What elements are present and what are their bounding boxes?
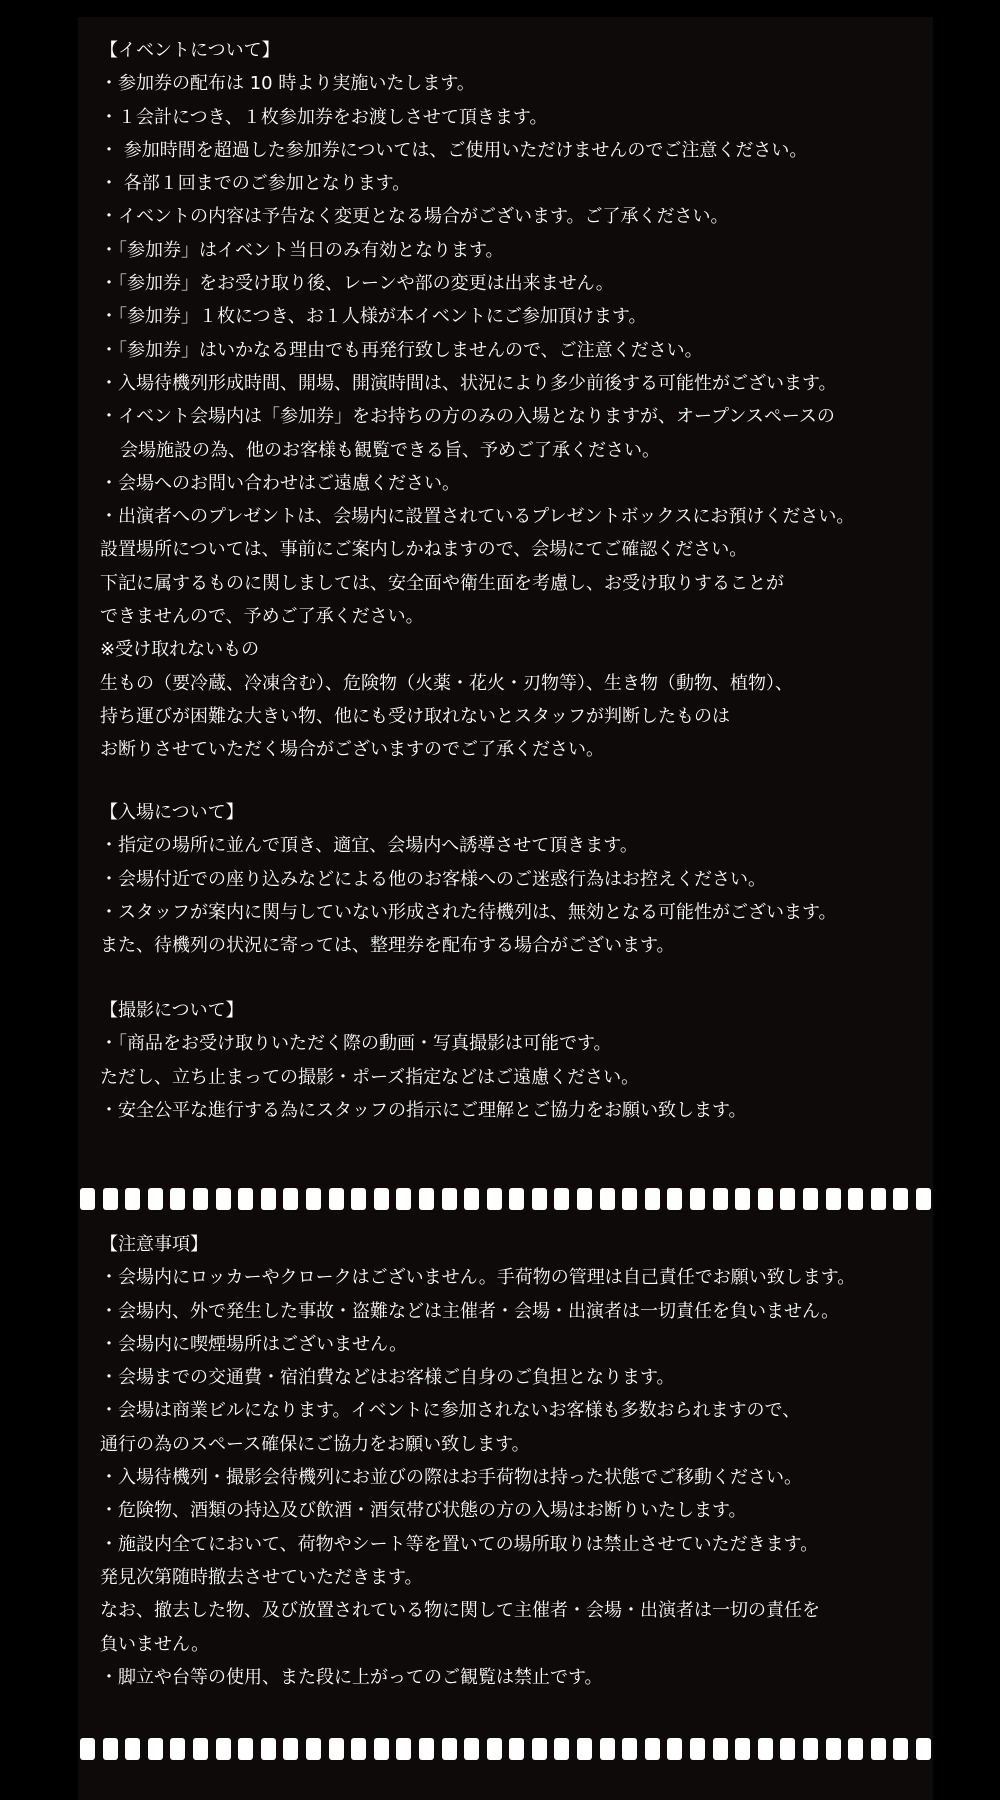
film-perforation [261,1188,276,1210]
film-perforation [306,1188,321,1210]
film-perforation [622,1188,637,1210]
film-perforation [871,1188,886,1210]
film-perforation [554,1188,569,1210]
film-perforation [148,1188,163,1210]
film-perforation [283,1188,298,1210]
film-perforation [645,1738,660,1760]
film-perforation [532,1738,547,1760]
film-perforation [577,1738,592,1760]
film-perforation [329,1188,344,1210]
notes-section [100,1228,930,1694]
film-perforation [554,1738,569,1760]
list-item: ・「参加券」をお受け取り後、レーンや部の変更は出来ません。 [100,273,614,295]
film-perforation [893,1738,908,1760]
list-item: なお、撤去した物、及び放置されている物に関して主催者・会場・出演者は一切の責任を [100,1600,820,1622]
list-item: ・会場内、外で発生した事故・盗難などは主催者・会場・出演者は一切責任を負いません。 [100,1300,840,1322]
list-item: ・「参加券」はいかなる理由でも再発行致しませんので、ご注意ください。 [100,339,703,361]
film-perforation [80,1188,95,1210]
film-perforation [780,1738,795,1760]
list-item: ・入場待機列・撮影会待機列にお並びの際はお手荷物は持った状態でご移動ください。 [100,1467,802,1489]
list-item: ・ 各部１回までのご参加となります。 [100,173,411,195]
film-perforation [600,1738,615,1760]
list-item: ・ 参加時間を超過した参加券については、ご使用いただけませんのでご注意ください。 [100,139,808,161]
film-perforation [396,1738,411,1760]
film-perforation [893,1188,908,1210]
list-item: ・イベントの内容は予告なく変更となる場合がございます。ご了承ください。 [100,206,729,228]
film-perforation [125,1188,140,1210]
list-item: ・会場付近での座り込みなどによる他のお客様へのご迷惑行為はお控えください。 [100,868,766,890]
list-item: ・イベント会場内は「参加券」をお持ちの方のみの入場となりますが、オープンスペースの [100,406,835,428]
list-item: ・参加券の配布は 10 時より実施いたします。 [100,73,475,95]
film-perforation [306,1738,321,1760]
film-perforation [396,1188,411,1210]
list-item: ・出演者へのプレゼントは、会場内に設置されているプレゼントボックスにお預けください。 [100,506,855,528]
film-perforation [713,1188,728,1210]
film-perforation [690,1188,705,1210]
list-item: ・１会計につき、１枚参加券をお渡しさせて頂きます。 [100,106,548,128]
film-perforation [690,1738,705,1760]
film-perforation [667,1738,682,1760]
list-item: 生もの（要冷蔵、冷凍含む）、危険物（火薬・花火・刃物等）、生き物（動物、植物）、 [100,672,793,694]
film-perforation [803,1738,818,1760]
film-perforation [758,1738,773,1760]
film-perforation [419,1188,434,1210]
film-perforation [667,1188,682,1210]
list-item: ・会場内にロッカーやクロークはございません。手荷物の管理は自己責任でお願い致します。 [100,1267,856,1289]
film-perforation [193,1738,208,1760]
film-perforation [735,1188,750,1210]
list-item: ・「参加券」はイベント当日のみ有効となります。 [100,239,504,261]
film-strip-divider [78,1738,933,1762]
list-item: ・スタッフが案内に関与していない形成された待機列は、無効となる可能性がございます。 [100,901,837,923]
photo-section [100,994,930,1127]
list-item: 負いません。 [100,1633,210,1655]
list-item: お断りさせていただく場合がございますのでご了承ください。 [100,739,604,761]
film-perforation [803,1188,818,1210]
list-item: 設置場所については、事前にご案内しかねますので、会場にてご確認ください。 [100,539,748,561]
film-perforation [103,1188,118,1210]
film-perforation [826,1188,841,1210]
film-perforation [735,1738,750,1760]
list-item: 下記に属するものに関しましては、安全面や衛生面を考慮し、お受け取りすることが [100,572,784,594]
list-item: ただし、立ち止まっての撮影・ポーズ指定などはご遠慮ください。 [100,1066,640,1088]
film-perforation [261,1738,276,1760]
film-perforation [622,1738,637,1760]
list-item: ・安全公平な進行する為にスタッフの指示にご理解とご協力をお願い致します。 [100,1099,747,1121]
film-perforation [509,1738,524,1760]
film-perforation [464,1738,479,1760]
film-perforation [826,1738,841,1760]
film-perforation [487,1738,502,1760]
list-item: ・「参加券」１枚につき、お１人様が本イベントにご参加頂けます。 [100,306,647,328]
film-perforation [532,1188,547,1210]
film-perforation [713,1738,728,1760]
film-perforation [487,1188,502,1210]
film-perforation [170,1738,185,1760]
film-perforation [351,1188,366,1210]
film-perforation [125,1738,140,1760]
film-perforation [419,1738,434,1760]
list-item: また、待機列の状況に寄っては、整理券を配布する場合がございます。 [100,935,675,957]
list-item: ・施設内全てにおいて、荷物やシート等を置いての場所取りは禁止させていただきます。 [100,1533,819,1555]
film-perforation [170,1188,185,1210]
film-perforation [780,1188,795,1210]
film-perforation [148,1738,163,1760]
list-item: ・会場へのお問い合わせはご遠慮ください。 [100,472,460,494]
film-perforation [464,1188,479,1210]
section-heading: 【撮影について】 [100,1000,244,1021]
list-item: ・入場待機列形成時間、開場、開演時間は、状況により多少前後する可能性がございます。 [100,372,837,394]
event-section [100,34,930,767]
list-item: ・脚立や台等の使用、また段に上がってのご観覧は禁止です。 [100,1666,603,1688]
list-item: ・「商品をお受け取りいただく際の動画・写真撮影は可能です。 [100,1033,612,1055]
section-heading: 【入場について】 [100,802,244,823]
film-perforation [848,1188,863,1210]
film-perforation [351,1738,366,1760]
list-item: 持ち運びが困難な大きい物、他にも受け取れないとスタッフが判断したものは [100,705,730,727]
film-perforation [283,1738,298,1760]
film-perforation [442,1188,457,1210]
film-perforation [238,1738,253,1760]
list-item: できませんので、予めご了承ください。 [100,606,424,628]
film-perforation [758,1188,773,1210]
film-perforation [577,1188,592,1210]
list-item: ・会場までの交通費・宿泊費などはお客様ご自身のご負担となります。 [100,1367,675,1389]
list-item: 会場施設の為、他のお客様も観覧できる旨、予めご了承ください。 [120,439,660,461]
film-perforation [193,1188,208,1210]
list-item: ・会場は商業ビルになります。イベントに参加されないお客様も多数おられますので、 [100,1400,801,1422]
film-perforation [645,1188,660,1210]
film-perforation [238,1188,253,1210]
list-item: ・危険物、酒類の持込及び飲酒・酒気帯び状態の方の入場はお断りいたします。 [100,1500,747,1522]
film-perforation [103,1738,118,1760]
entry-section [100,796,930,962]
film-perforation [509,1188,524,1210]
film-perforation [374,1738,389,1760]
film-perforation [329,1738,344,1760]
film-perforation [442,1738,457,1760]
film-perforation [216,1188,231,1210]
list-item: ※受け取れないもの [100,639,260,661]
film-perforation [916,1188,931,1210]
list-item: 通行の為のスペース確保にご協力をお願い致します。 [100,1433,530,1455]
list-item: ・指定の場所に並んで頂き、適宜、会場内へ誘導させて頂きます。 [100,835,638,857]
film-perforation [80,1738,95,1760]
film-perforation [916,1738,931,1760]
film-perforation [871,1738,886,1760]
film-perforation [216,1738,231,1760]
film-strip-divider [78,1188,933,1212]
list-item: ・会場内に喫煙場所はございません。 [100,1333,408,1355]
film-perforation [600,1188,615,1210]
section-heading: 【注意事項】 [100,1234,208,1255]
film-perforation [374,1188,389,1210]
film-perforation [848,1738,863,1760]
section-heading: 【イベントについて】 [100,40,280,61]
list-item: 発見次第随時撤去させていただきます。 [100,1566,423,1588]
